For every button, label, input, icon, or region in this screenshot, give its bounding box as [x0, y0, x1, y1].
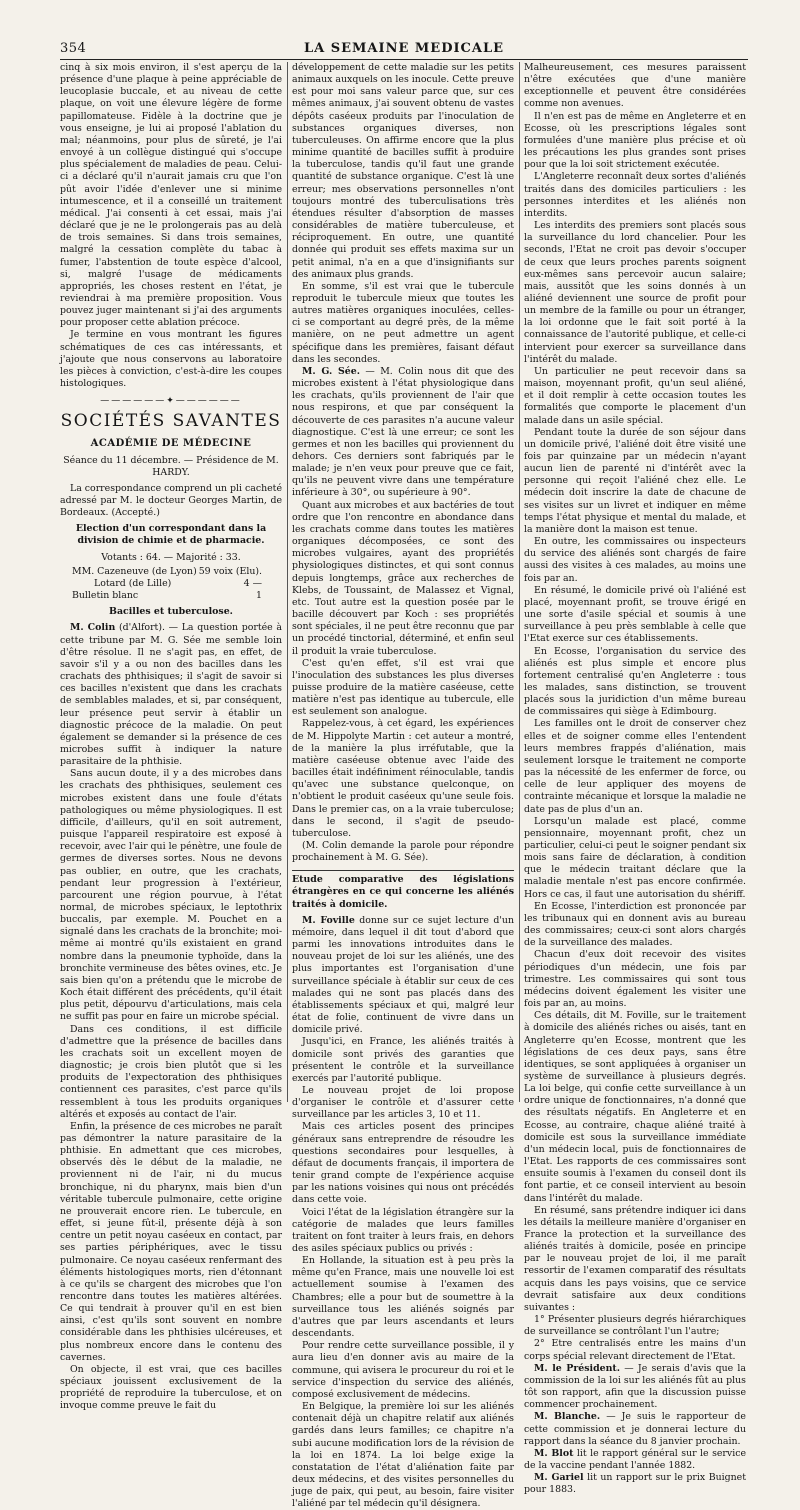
paragraph [524, 1363, 746, 1412]
academy-heading: ACADÉMIE DE MÉDECINE [90, 438, 252, 450]
votes-line: Votants : 64. — Majorité : 33. [101, 551, 241, 563]
paragraph: Quant aux microbes et aux bactéries de tout ordre que l'on rencontre en abondance dans les crachats comme dans toutes les matières organiques décomposées, ce sont des microbes vulgaires, ayant des propriétés physiologiques distinctes, et qui sont connus depuis longtemps, grâce aux recherches de Klebs, de Toussaint, de Malassez et Vignal, etc. Tout autre est la question posée par le bacille découvert par Koch : ses propriétés sont spéciales, il ne peut être reconnu que par un procédé tinctorial, déterminé, et enfin seul il produit la vraie tuberculose. [292, 499, 514, 657]
paragraph: Les familles ont le droit de conserver chez elles et de soigner comme elles l'entendent leurs membres frappés d'aliénation, mais seulement lorsque le traitement ne comporte pas la nécessité de les enfermer de force, ou celle de leur appliquer des moyens de contrainte mécanique et lorsque la maladie ne date pas de plus d'un an. [524, 718, 746, 815]
paragraph: Voici l'état de la législation étrangère sur la catégorie de malades que leurs familles traitent on font traiter à leurs frais, en dehors des asiles spéciaux publics ou privés : [292, 1206, 514, 1254]
vote-row [60, 566, 282, 578]
column-1 [60, 62, 282, 1412]
speech-text: donne sur ce sujet lecture d'un mémoire, dans lequel il dit tout d'abord que parmi les innovations introduites dans le nouveau projet de loi sur les aliénés, une des plus importantes est l'organisation d'une surveillance spéciale à établir sur ceux de ces malades qui ne sont pas placés dans des établissements spéciaux et qui, malgré leur état de folie, continuent de vivre dans un domicile privé. [292, 914, 514, 1036]
speech-text: — Je suis le rapporteur de cette commission et je donnerai lecture du rapport dans la séance du 8 janvier prochain. [524, 1411, 746, 1447]
paragraph: En résumé, sans prétendre indiquer ici dans les détails la meilleure manière d'organiser en France la protection et la surveillance des aliénés traités à domicile, posée en principe par le nouveau projet de loi, il me paraît ressortir de l'examen comparatif des résultats acquis dans les pays voisins, que ce service devrait satisfaire aux deux conditions suivantes : [524, 1204, 746, 1313]
paragraph: En Ecosse, l'interdiction est prononcée par les tribunaux qui en donnent avis au bureau des commissaires; ceux-ci sont alors chargés de la surveillance des malades. [524, 900, 746, 949]
paragraph: Un particulier ne peut recevoir dans sa maison, moyennant profit, qu'un seul aliéné, et il doit remplir à cette occasion toutes les formalités que comporte le placement d'un malade dans un asile spécial. [524, 365, 746, 426]
paragraph: Sans aucun doute, il y a des microbes dans les crachats des phthisiques, seulement ces microbes existent dans une foule d'états pathologiques ou même physiologiques. Il est difficile, d'ailleurs, qu'il en soit autrement, puisque l'appareil respiratoire est exposé à recevoir, avec l'air qui le pénètre, une foule de germes de diverses sortes. Nous ne devons pas oublier, en outre, que les crachats, pendant leur progression à l'extérieur, parcourent une région pourvue, à l'état normal, de microbes spéciaux, le leptothrix buccalis, par exemple. M. Pouchet en a signalé dans les crachats de la bronchite; moi-même ai montré qu'ils existaient en grand nombre dans la pneumonie typhoïde, dans la bronchite vermineuse des bêtes ovines, etc. Je sais bien qu'on a prétendu que le microbe de Koch était différent des précédents, qu'il était plus petit, dépourvu d'articulations, mais cela ne suffit pas pour en faire un microbe spécial. [60, 768, 282, 1023]
paragraph: Chacun d'eux doit recevoir des visites périodiques d'un médecin, une fois par trimestre. Les commissaires qui sont tous médecins doivent également les visiter une fois par an, au moins. [524, 949, 746, 1010]
paragraph [292, 366, 514, 500]
column-rule-left [287, 62, 288, 1102]
speech-text: lit le rapport général sur le service de la vaccine pendant l'année 1882. [524, 1447, 746, 1471]
page-number: 354 [60, 41, 87, 56]
speaker-name: M. G. Sée. [302, 365, 360, 377]
paragraph [524, 1411, 746, 1447]
subsection-heading: Bacilles et tuberculose. [109, 606, 233, 618]
journal-title: LA SEMAINE MEDICALE [303, 41, 505, 56]
election-heading: Election d'un correspondant dans la division de chimie et de pharmacie. [75, 523, 267, 547]
paragraph: 2° Etre centralisés entre les mains d'un corps spécial relevant directement de l'Etat. [524, 1338, 746, 1362]
speech-text: — M. Colin nous dit que des microbes existent à l'état physiologique dans les crachats, qu'ils proviennent de l'air que nous respirons, et que par conséquent la découverte de ces parasites n'a aucune valeur diagnostique. C'est là une erreur; ce sont les germes et non les bacilles qui proviennent du dehors. Ces derniers sont fabriqués par le malade; je n'en veux pour preuve que ce fait, qu'ils ne peuvent vivre dans une température inférieure à 30°, ou supérieure à 90°. [292, 365, 514, 499]
ornament-divider: ——————✦—————— [100, 396, 242, 407]
candidate-name: Lotard (de Lille) [94, 577, 172, 589]
vote-row [60, 578, 282, 590]
speaker-name: M. Foville [302, 914, 355, 926]
paragraph: (M. Colin demande la parole pour répondre prochainement à M. G. Sée). [292, 840, 514, 864]
speaker-name: M. Colin [70, 622, 116, 634]
paragraph: Dans ces conditions, il est difficile d'admettre que la présence de bacilles dans les crachats soit un excellent moyen de diagnostic; je crois bien plutôt que si les produits de l'expectoration des phthisiques contiennent ces parasites, c'est parce qu'ils ressemblent à tous les produits organiques altérés et exposés au contact de l'air. [60, 1023, 282, 1120]
paragraph: En Ecosse, l'organisation du service des aliénés est plus simple et encore plus fortement centralisé qu'en Angleterre : tous les malades, sans distinction, se trouvent placés sous la juridiction d'un même bureau de commissaires qui siège à Edimbourg. [524, 645, 746, 718]
paragraph: Mais ces articles posent des principes généraux sans entreprendre de résoudre les questions secondaires pour lesquelles, à défaut de documents français, il importera de tenir grand compte de l'expérience acquise par les nations voisines qui nous ont précédés dans cette voie. [292, 1121, 514, 1206]
paragraph: En résumé, le domicile privé où l'aliéné est placé, moyennant profit, se trouve érigé en une sorte d'asile spécial et soumis à une surveillance à peu près semblable à celle que l'Etat exerce sur ces établissements. [524, 584, 746, 645]
paragraph: Je termine en vous montrant les figures schématiques de ces cas intéressants, et j'ajoute que nous conservons au laboratoire les pièces à conviction, c'est-à-dire les coupes histologiques. [60, 329, 282, 390]
running-head [60, 41, 748, 60]
paragraph: Lorsqu'un malade est placé, comme pensionnaire, moyennant profit, chez un particulier, celui-ci peut le soigner pendant six mois sans faire de déclaration, à condition que le médecin traitant déclare que la maladie mentale n'est pas encore confirmée. Hors ce cas, il faut une autorisation du shériff. [524, 815, 746, 900]
speaker-name: M. le Président. [534, 1362, 621, 1374]
paragraph: Il n'en est pas de même en Angleterre et en Ecosse, où les prescriptions légales sont formulées d'une manière plus précise et où les précautions les plus grandes sont prises pour que la loi soit strictement exécutée. [524, 110, 746, 171]
paragraph: La correspondance comprend un pli cacheté adressé par M. le docteur Georges Martin, de Bordeaux. (Accepté.) [60, 482, 282, 519]
paragraph: Enfin, la présence de ces microbes ne paraît pas démontrer la nature parasitaire de la phthisie. En admettant que ces microbes, observés dès le début de la maladie, ne proviennent ni de l'air, ni du mucus bronchique, ni du pharynx, mais bien d'un véritable tubercule pulmonaire, cette origine ne prouverait encore rien. Le tubercule, en effet, si jeune fût-il, présente déjà à son centre un petit noyau caséeux en contact, par ses parties périphériques, avec le tissu pulmonaire. Ce noyau caséeux renfermant des éléments histologiques morts, rien d'étonnant à ce qu'ils se chargent des microbes que l'on rencontre dans toutes les matières altérées. Ce qui tendrait à prouver qu'il en est bien ainsi, c'est qu'ils sont souvent en nombre considérable dans les phthisies ulcéreuses, et plus nombreux encore dans le contenu des cavernes. [60, 1120, 282, 1363]
column-2 [292, 62, 515, 1510]
column-rule-right [519, 62, 520, 1102]
paragraph: développement de cette maladie sur les petits animaux auxquels on les inocule. Cette preuve est pour moi sans valeur parce que, sur ces mêmes animaux, j'ai souvent obtenu de vastes dépôts caséeux produits par l'inoculation de substances organiques diverses, non tuberculeuses. On affirme encore que la plus minime quantité de bacilles suffit à produire la tuberculose, tandis qu'il faut une grande quantité de substance organique. C'est là une erreur; mes observations personnelles n'ont toujours montré des tuberculisations très étendues résulter d'absorption de masses considérables de matière tuberculeuse, et réciproquement. En outre, une quantité donnée qui produit ses effets maxima sur un petit animal, n'a en a que d'insignifiants sur des animaux plus grands. [292, 62, 514, 280]
paragraph [524, 1472, 746, 1496]
paragraph: On objecte, il est vrai, que ces bacilles spéciaux jouissent exclusivement de la propriété de reproduire la tuberculose, et on invoque comme preuve le fait du [60, 1363, 282, 1412]
paragraph: Jusqu'ici, en France, les aliénés traités à domicile sont privés des garanties que présentent le contrôle et la surveillance exercés par l'autorité publique. [292, 1036, 514, 1084]
speech-text: (d'Alfort). — La question portée à cette tribune par M. G. Sée me semble loin d'être résolue. Il ne s'agit pas, en effet, de savoir s'il y a ou non des bacilles dans les crachats des phthisiques; il s'agit de savoir si ces bacilles n'existent que dans les crachats de semblables malades, et si, par conséquent, leur présence peut servir à établir un diagnostic précoce de la maladie. On peut également se demander si la présence de ces microbes suffit à indiquer la nature parasitaire de la phthisie. [60, 622, 282, 768]
candidate-votes: 59 voix (Elu). [198, 565, 262, 577]
candidate-name: Bulletin blanc [72, 590, 139, 602]
paragraph: 1° Présenter plusieurs degrés hiérarchiques de surveillance se contrôlant l'un l'autre; [524, 1314, 746, 1338]
speaker-name: M. Gariel [534, 1472, 584, 1484]
paragraph [524, 1448, 746, 1472]
paragraph: Le nouveau projet de loi propose d'organiser le contrôle et d'assurer cette surveillance par les articles 3, 10 et 11. [292, 1084, 514, 1121]
article-heading: Etude comparative des législations étrangères en ce qui concerne les aliénés traités à domicile. [292, 870, 514, 910]
paragraph: cinq à six mois environ, il s'est aperçu de la présence d'une plaque à peine appréciable de leucoplasie buccale, et au niveau de cette plaque, on voit une élevure légère de forme papillomateuse. Fidèle à la doctrine que je vous enseigne, je lui ai proposé l'ablation du mal; néanmoins, pour plus de sûreté, je l'ai envoyé à un collègue distingué qui s'occupe plus spécialement de maladies de peau. Celui-ci a déclaré qu'il n'aurait jamais cru que l'on pût avoir l'idée d'enlever une si minime intumescence, et il a conseillé un traitement médical. J'ai consenti à cet essai, mais j'ai déclaré que je ne le prolongerais pas au delà de trois semaines. Si dans trois semaines, malgré la cessation complète du tabac à fumer, l'abstention de toute espèce d'alcool, si, malgré l'usage de médicaments appropriés, les choses restent en l'état, je reviendrai à ma première proposition. Vous pouvez juger maintenant si j'ai des arguments pour proposer cette ablation précoce. [60, 62, 282, 329]
speaker-name: M. Blanche. [534, 1411, 601, 1423]
speaker-name: M. Blot [534, 1447, 574, 1459]
seance-line: Séance du 11 décembre. — Présidence de M. HARDY. [63, 454, 279, 478]
paragraph: En Belgique, la première loi sur les aliénés contenait déjà un chapitre relatif aux aliénés gardés dans leurs familles; ce chapitre n'a subi aucune modification lors de la révision de la loi en 1874. La loi belge exige la constatation de l'état d'aliénation faite par deux médecins, et des visites personnelles du juge de paix, qui peut, au besoin, faire visiter l'aliéné par tel médecin qu'il désignera. [292, 1401, 514, 1510]
paragraph: Les interdits des premiers sont placés sous la surveillance du lord chancelier. Pour les seconds, l'Etat ne croit pas devoir s'occuper de ceux que leurs proches parents soignent eux-mêmes sans percevoir aucun salaire; mais, aussitôt que les soins donnés à un aliéné deviennent une source de profit pour un membre de la famille ou pour un étranger, la loi ordonne que le fait soit porté à la connaissance de l'autorité publique, et celle-ci intervient pour exercer sa surveillance dans l'intérêt du malade. [524, 220, 746, 365]
candidate-name: MM. Cazeneuve (de Lyon) [72, 565, 197, 577]
paragraph: Malheureusement, ces mesures paraissent n'être exécutées que d'une manière exceptionnelle et peuvent être considérées comme non avenues. [524, 62, 746, 110]
paragraph: En outre, les commissaires ou inspecteurs du service des aliénés sont chargés de faire aussi des visites à ces malades, au moins une fois par an. [524, 536, 746, 584]
paragraph: En Hollande, la situation est à peu près la même qu'en France, mais une nouvelle loi est actuellement soumise à l'examen des Chambres; elle a pour but de soumettre à la surveillance tous les aliénés soignés par d'autres que par leurs ascendants et leurs descendants. [292, 1255, 514, 1340]
vote-row [60, 590, 282, 602]
column-3 [524, 62, 747, 1496]
paragraph: En somme, s'il est vrai que le tubercule reproduit le tubercule mieux que toutes les autres matières organiques inoculées, celles-ci se comportant au degré près, de la même manière, on ne peut admettre un agent spécifique dans les premières, faisant défaut dans les secondes. [292, 280, 514, 365]
candidate-votes: 4 — [243, 577, 262, 589]
paragraph: C'est qu'en effet, s'il est vrai que l'inoculation des substances les plus diverses puisse produire de la matière caséeuse, cette matière n'est pas identique au tubercule, elle est seulement son analogue. [292, 657, 514, 718]
paragraph: Rappelez-vous, à cet égard, les expériences de M. Hippolyte Martin : cet auteur a montré, de la manière la plus irréfutable, que la matière caséeuse obtenue avec l'aide des bacilles était indéfiniment réinoculable, tandis qu'avec une substance quelconque, on n'obtient le produit caséeux qu'une seule fois. Dans le premier cas, on a la vraie tuberculose; dans le second, il s'agit de pseudo-tuberculose. [292, 718, 514, 839]
paragraph: Pour rendre cette surveillance possible, il y aura lieu d'en donner avis au maire de la commune, qui avisera le procureur du roi et le service d'inspection du service des aliénés, composé exclusivement de médecins. [292, 1340, 515, 1400]
paragraph: Ces détails, dit M. Foville, sur le traitement à domicile des aliénés riches ou aisés, tant en Angleterre qu'en Ecosse, montrent que les législations de ces deux pays, sans être identiques, se sont appliquées à organiser un système de surveillance à plusieurs degrés. La loi belge, qui confie cette surveillance à un ordre unique de fonctionnaires, n'a donné que des résultats négatifs. En Angleterre et en Ecosse, au contraire, chaque aliéné traité à domicile est sous la surveillance immédiate d'un médecin local, puis de fonctionnaires de l'Etat. Les rapports de ces commissaires sont ensuite soumis à l'examen du conseil dont ils font partie, et ce conseil intervient au besoin dans l'intérêt du malade. [524, 1010, 746, 1204]
paragraph [292, 915, 514, 1037]
paragraph: L'Angleterre reconnaît deux sortes d'aliénés traités dans des domiciles particuliers : les personnes interdites et les aliénés non interdits. [524, 171, 746, 219]
paragraph [60, 622, 282, 768]
speech-text: lit un rapport sur le prix Buignet pour 1883. [524, 1472, 746, 1496]
paragraph: Pendant toute la durée de son séjour dans un domicile privé, l'aliéné doit être visité une fois par quinzaine par un médecin n'ayant aucun lien de parenté ni d'intérêt avec la personne qui reçoit l'aliéné chez elle. Le médecin doit inscrire la date de chacune de ses visites sur un livret et indiquer en même temps l'état physique et mental du malade, et la manière dont la maison est tenue. [524, 426, 746, 535]
section-title: SOCIÉTÉS SAVANTES [60, 411, 282, 432]
speech-text: — Je serais d'avis que la commission de la loi sur les aliénés fût au plus tôt son rapport, afin que la discussion puisse commencer prochainement. [524, 1362, 747, 1411]
candidate-votes: 1 [256, 590, 262, 602]
